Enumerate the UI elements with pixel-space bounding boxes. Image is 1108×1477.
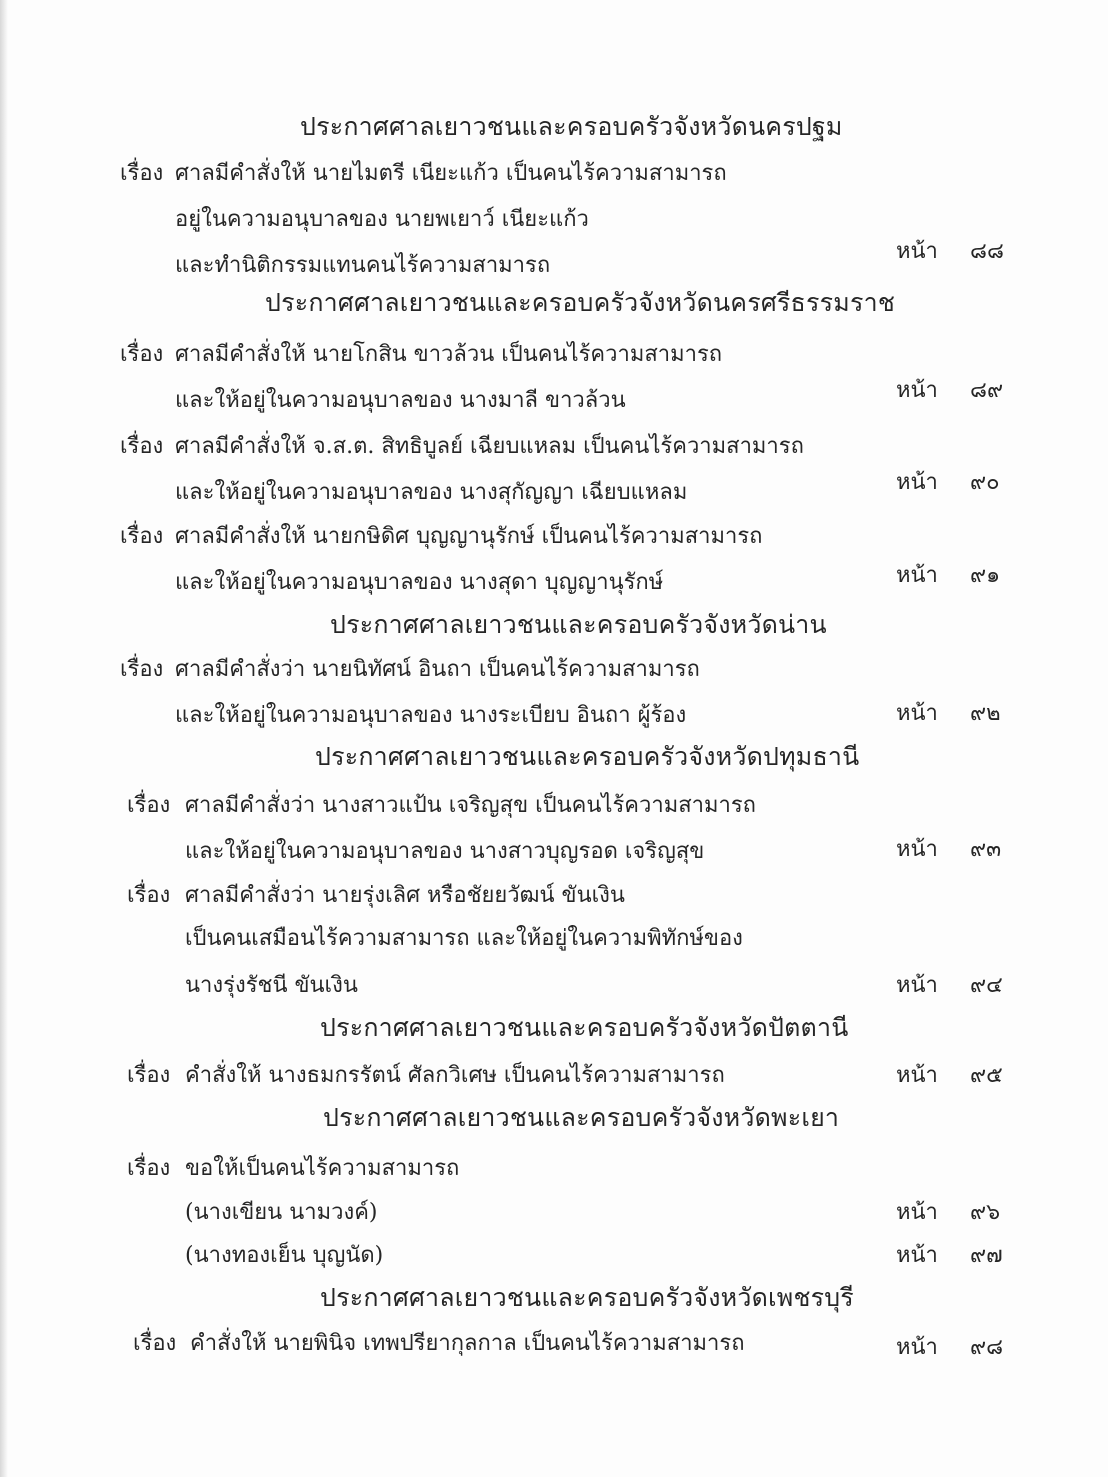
page-number: ๙๐ (970, 470, 1000, 495)
page-number: ๘๙ (970, 378, 1004, 403)
entry-line: ศาลมีคำสั่งให้ นายโกสิน ขาวล้วน เป็นคนไร้ความสามารถ (175, 342, 723, 367)
entry-line: และให้อยู่ในความอนุบาลของ นางสาวบุญรอด เจริญสุข (185, 839, 705, 864)
entry-line: นางรุ่งรัชนี ขันเงิน (185, 973, 358, 998)
entry-line: ศาลมีคำสั่งว่า นายนิทัศน์ อินถา เป็นคนไร้ความสามารถ (175, 657, 700, 682)
entry-line: เป็นคนเสมือนไร้ความสามารถ และให้อยู่ในความพิทักษ์ของ (185, 926, 743, 951)
section-heading-nakhon-pathom: ประกาศศาลเยาวชนและครอบครัวจังหวัดนครปฐม (300, 112, 843, 141)
entry-line: และทำนิติกรรมแทนคนไร้ความสามารถ (175, 253, 551, 278)
topic-label: เรื่อง (133, 1331, 177, 1356)
section-heading-pathum-thani: ประกาศศาลเยาวชนและครอบครัวจังหวัดปทุมธานี (315, 742, 860, 771)
page-number: ๘๘ (970, 239, 1004, 264)
entry-line: ศาลมีคำสั่งให้ จ.ส.ต. สิทธิบูลย์ เฉียบแหลม เป็นคนไร้ความสามารถ (175, 434, 804, 459)
page-label: หน้า (896, 239, 938, 264)
topic-label: เรื่อง (120, 524, 164, 549)
page-number: ๙๗ (970, 1243, 1003, 1268)
entry-line: อยู่ในความอนุบาลของ นายพเยาว์ เนียะแก้ว (175, 207, 589, 232)
section-heading-phayao: ประกาศศาลเยาวชนและครอบครัวจังหวัดพะเยา (323, 1103, 840, 1132)
topic-label: เรื่อง (120, 342, 164, 367)
page-label: หน้า (896, 1335, 938, 1360)
page-number: ๙๓ (970, 837, 1002, 862)
page-label: หน้า (896, 563, 938, 588)
page-label: หน้า (896, 1243, 938, 1268)
page-number: ๙๕ (970, 1063, 1003, 1088)
entry-line: ศาลมีคำสั่งว่า นายรุ่งเลิศ หรือชัยยวัฒน์ ขันเงิน (185, 883, 625, 908)
section-heading-pattani: ประกาศศาลเยาวชนและครอบครัวจังหวัดปัตตานี (320, 1013, 849, 1042)
page-number: ๙๔ (970, 973, 1003, 998)
entry-line: และให้อยู่ในความอนุบาลของ นางสุกัญญา เฉียบแหลม (175, 480, 688, 505)
entry-line: คำสั่งให้ นางธมกรรัตน์ ศัลกวิเศษ เป็นคนไร้ความสามารถ (185, 1063, 725, 1088)
page-number: ๙๖ (970, 1200, 1001, 1225)
topic-label: เรื่อง (120, 161, 164, 186)
page-label: หน้า (896, 470, 938, 495)
entry-subline: (นางเขียน นามวงค์) (185, 1200, 378, 1225)
topic-label: เรื่อง (120, 434, 164, 459)
topic-label: เรื่อง (127, 1156, 171, 1181)
entry-line: และให้อยู่ในความอนุบาลของ นางระเบียบ อินถา ผู้ร้อง (175, 703, 687, 728)
page-label: หน้า (896, 837, 938, 862)
entry-line: ศาลมีคำสั่งว่า นางสาวแป้น เจริญสุข เป็นคนไร้ความสามารถ (185, 793, 756, 818)
topic-label: เรื่อง (127, 1063, 171, 1088)
entry-subline: (นางทองเย็น บุญนัด) (185, 1243, 384, 1268)
page-label: หน้า (896, 378, 938, 403)
topic-label: เรื่อง (127, 883, 171, 908)
topic-label: เรื่อง (127, 793, 171, 818)
page-label: หน้า (896, 1200, 938, 1225)
section-heading-nan: ประกาศศาลเยาวชนและครอบครัวจังหวัดน่าน (330, 610, 827, 639)
page-label: หน้า (896, 701, 938, 726)
section-heading-nakhon-si-thammarat: ประกาศศาลเยาวชนและครอบครัวจังหวัดนครศรีธรรมราช (265, 288, 895, 317)
entry-line: และให้อยู่ในความอนุบาลของ นางสุดา บุญญานุรักษ์ (175, 570, 664, 595)
topic-label: เรื่อง (120, 657, 164, 682)
page-label: หน้า (896, 973, 938, 998)
page-number: ๙๒ (970, 701, 1001, 726)
page-number: ๙๑ (970, 563, 1001, 588)
section-heading-phetchaburi: ประกาศศาลเยาวชนและครอบครัวจังหวัดเพชรบุรี (320, 1283, 854, 1312)
page-number: ๙๘ (970, 1335, 1004, 1360)
entry-line: ขอให้เป็นคนไร้ความสามารถ (185, 1156, 460, 1181)
entry-line: ศาลมีคำสั่งให้ นายกษิดิศ บุญญานุรักษ์ เป็นคนไร้ความสามารถ (175, 524, 763, 549)
entry-line: และให้อยู่ในความอนุบาลของ นางมาลี ขาวล้วน (175, 388, 626, 413)
entry-line: คำสั่งให้ นายพินิจ เทพปรียากุลกาล เป็นคนไร้ความสามารถ (190, 1331, 745, 1356)
page-label: หน้า (896, 1063, 938, 1088)
scan-edge-shadow (0, 0, 8, 1477)
entry-line: ศาลมีคำสั่งให้ นายไมตรี เนียะแก้ว เป็นคนไร้ความสามารถ (175, 161, 727, 186)
